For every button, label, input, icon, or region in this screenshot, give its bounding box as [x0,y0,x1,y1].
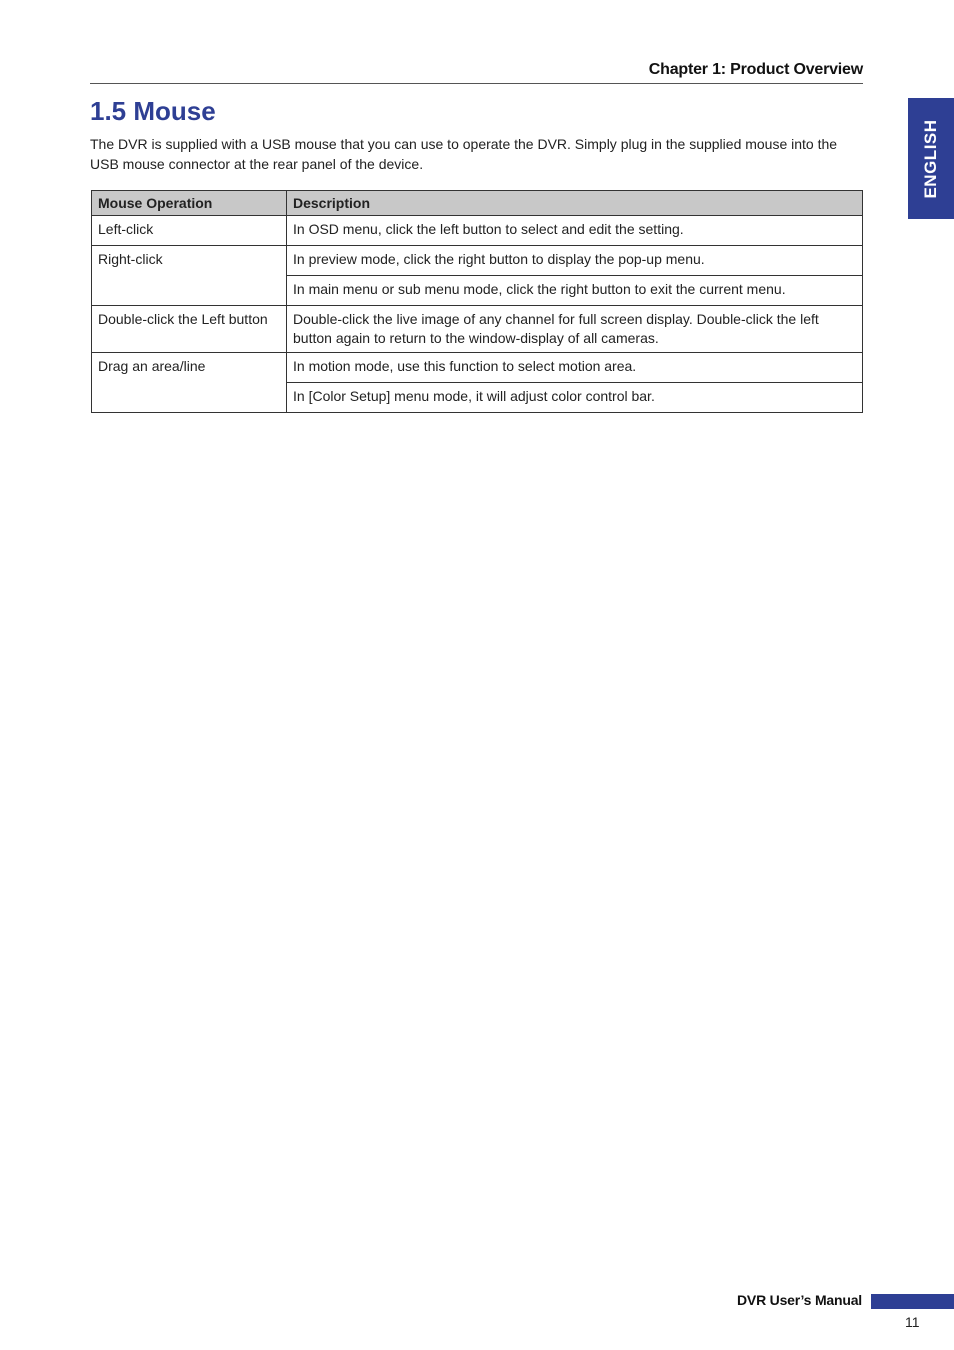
table-row [92,306,863,353]
section-title: 1.5 Mouse [90,96,216,126]
language-tab-label: ENGLISH [921,118,940,199]
operation-cell: Drag an area/line [92,353,287,413]
intro-paragraph: The DVR is supplied with a USB mouse that you can use to operate the DVR. Simply plug in the supplied mouse into the USB mouse connector at the rear panel of the device. [90,136,838,172]
page-number: 11 [905,1314,920,1330]
footer-manual-title: DVR User’s Manual [737,1292,862,1308]
table-row [92,353,863,383]
language-tab [908,98,954,219]
column-header-operation: Mouse Operation [92,191,287,216]
mouse-operations-table [91,190,863,413]
description-cell: In [Color Setup] menu mode, it will adjust color control bar. [287,383,863,413]
operation-cell: Double-click the Left button [92,306,287,353]
description-cell: In motion mode, use this function to select motion area. [287,353,863,383]
chapter-title: Chapter 1: Product Overview [648,61,863,78]
footer-accent-bar [871,1294,954,1309]
operation-cell: Right-click [92,246,287,306]
operation-cell: Left-click [92,216,287,246]
table-header-row [92,191,863,216]
description-cell: In preview mode, click the right button to display the pop-up menu. [287,246,863,276]
table-row [92,216,863,246]
description-cell: Double-click the live image of any channel for full screen display. Double-click the left button again to return to the window-display of all cameras. [287,306,863,353]
description-cell: In main menu or sub menu mode, click the right button to exit the current menu. [287,276,863,306]
chapter-header [90,60,863,84]
column-header-description: Description [287,191,863,216]
description-cell: In OSD menu, click the left button to select and edit the setting. [287,216,863,246]
table-row [92,246,863,276]
